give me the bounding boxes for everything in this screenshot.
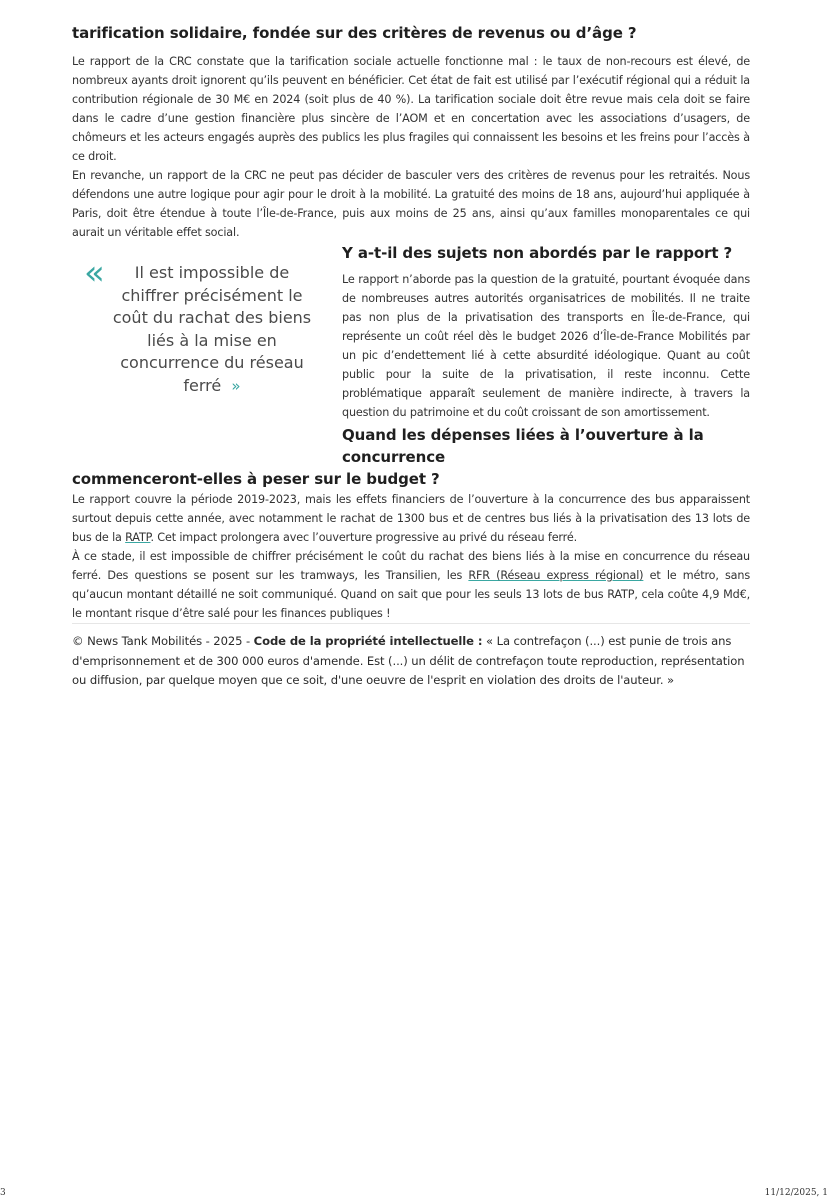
heading-line-1: Quand les dépenses liées à l’ouverture à la concurrence <box>342 426 704 466</box>
section-heading-tarification: tarification solidaire, fondée sur des critères de revenus ou d’âge ? <box>72 24 637 42</box>
copyright-bold: Code de la propriété intellectuelle : <box>253 634 483 648</box>
paragraph-sujets-non-abordes: Le rapport n’aborde pas la question de la gratuité, pourtant évoquée dans de nombreuses autres autorités organisatrices de mobilités. Il ne traite pas non plus de la privatisation des transports en Île-de-France, qui représente un coût réel dès le budget 2026 d’Île-de-France Mobilités par un pic d’endettement lié à cette absurdité idéologique. Quant au coût public pour la suite de la privatisation, il reste inconnu. Cette problématique apparaît seulement de manière indirecte, à travers la question du patrimoine et du coût croissant de son amortissement. <box>342 273 750 419</box>
copyright-notice <box>72 632 750 691</box>
right-column <box>342 242 750 422</box>
paragraph-periode-rapport <box>72 490 750 547</box>
pull-quote-text <box>112 262 312 397</box>
quote-open-icon: « <box>84 253 105 293</box>
section-heading-sujets-non-abordes: Y a-t-il des sujets non abordés par le rapport ? <box>342 244 733 262</box>
text-cout-after: et le métro, sans qu’aucun montant détaillé ne soit communiqué. Quand on sait que pour les seuls 13 lots de bus RATP, cela coûte 4,9 Md€, le montant risque d’être salé pour les finances publiques ! <box>72 569 751 620</box>
ratp-link[interactable]: RATP <box>125 531 151 544</box>
rfr-link[interactable]: RFR (Réseau express régional) <box>468 569 644 582</box>
text-periode-after: . Cet impact prolongera avec l’ouverture progressive au privé du réseau ferré. <box>150 531 578 544</box>
page-number: 3 <box>0 1188 6 1198</box>
text-cout-before: À ce stade, il est impossible de chiffrer précisément le coût du rachat des biens liés à la mise en concurrence du réseau ferré. Des questions se posent sur les tramways, les Transilien, les <box>72 550 750 582</box>
heading-line-2: commenceront-elles à peser sur le budget ? <box>72 470 440 488</box>
article-page <box>72 22 750 691</box>
paragraph-tarification-sociale: Le rapport de la CRC constate que la tarification sociale actuelle fonctionne mal : le taux de non-recours est élevé, de nombreux ayants droit ignorent qu’ils peuvent en bénéficier. Cet état de fait est utilisé par l’exécutif régional qui a réduit la contribution régionale de 30 M€ en 2024 (soit plus de 40 %). La tarification sociale doit être revue mais cela doit se faire dans le cadre d’une gestion financière plus sincère de l’AOM et en concertation avec les associations d’usagers, de chômeurs et les acteurs engagés auprès des publics les plus fragiles qui connaissent les besoins et les freins pour l’accès à ce droit. <box>72 55 750 163</box>
paragraph-cout-rachat <box>72 547 750 623</box>
divider <box>72 623 750 624</box>
quote-and-column <box>72 242 750 420</box>
copyright-text: « La contrefaçon (...) est punie de trois ans d'emprisonnement et de 300 000 euros d'amende. Est (...) un délit de contrefaçon toute reproduction, représentation ou diffusion, par quelque moyen que ce soit, d'une oeuvre de l'esprit en violation des droits de l'auteur. » <box>72 634 745 687</box>
paragraph-gratuite: En revanche, un rapport de la CRC ne peut pas décider de basculer vers des critères de revenus pour les retraités. Nous défendons une autre logique pour agir pour le droit à la mobilité. La gratuité des moins de 18 ans, aujourd’hui appliquée à Paris, doit être étendue à toute l’Île-de-France, puis aux moins de 25 ans, ainsi qu’aux familles monoparentales ce qui aurait un véritable effet social. <box>72 169 750 239</box>
pull-quote-body: Il est impossible de chiffrer précisément le coût du rachat des biens liés à la mise en concurrence du réseau ferré <box>112 263 312 395</box>
text-periode-before: Le rapport couvre la période 2019-2023, mais les effets financiers de l’ouverture à la concurrence des bus apparaissent surtout depuis cette année, avec notamment le rachat de 1300 bus et de centres bus liés à la privatisation des 13 lots de bus de la <box>72 493 750 544</box>
copyright-prefix: © News Tank Mobilités - 2025 - <box>72 634 254 648</box>
quote-close-icon: » <box>231 376 241 395</box>
print-date: 11/12/2025, 1 <box>764 1188 828 1198</box>
section-heading-depenses-concurrence <box>72 424 750 490</box>
